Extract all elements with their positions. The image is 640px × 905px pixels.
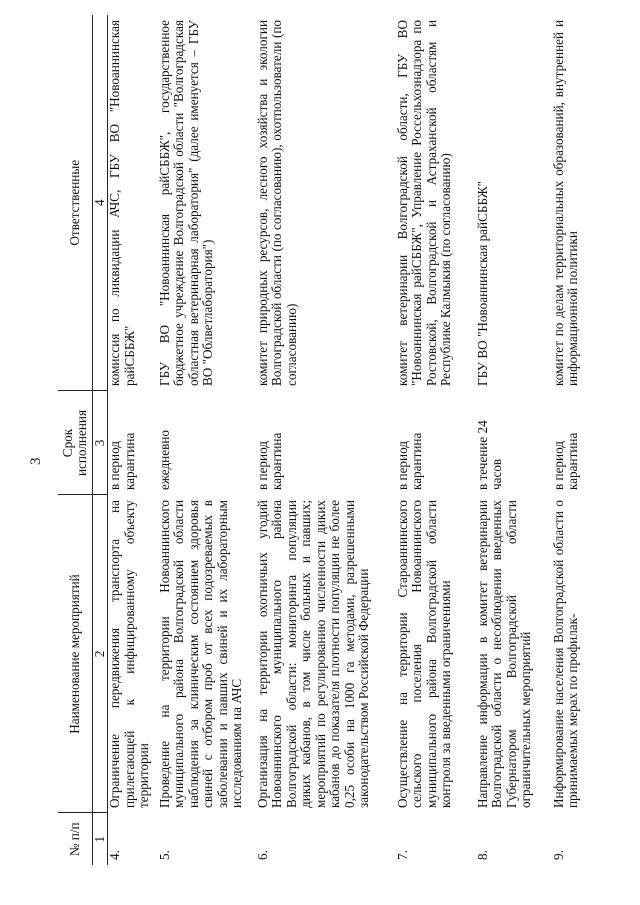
row-event: Направление информации в комитет ветеринарии Волгоградской области о несоблюдении введенных Губернатором Волгоградской области ограничительных мероприятий <box>474 500 533 808</box>
row-deadline: в период карантина <box>254 432 284 490</box>
header-index-2: 2 <box>93 495 108 813</box>
header-index-4: 4 <box>93 15 108 391</box>
header-responsible: Ответственные <box>58 15 93 391</box>
row-deadline: в период карантина <box>550 432 580 490</box>
header-index-row <box>93 15 108 865</box>
row-deadline: в период карантина <box>107 432 137 490</box>
header-deadline: Срок исполнения <box>58 391 93 495</box>
row-deadline: в течение 24 часов <box>474 420 504 490</box>
row-responsible: комитет ветеринарии Волгоградской области, ГБУ ВО "Новоаннинская райСББЖ", Управление Россельхознадзора по Ростовской, Волгоградской и Астраханской областям и Республике Калмыкия (по согласованию) <box>394 20 453 386</box>
row-responsible: комитет по делам территориальных образований, внутренней и информационной политики <box>550 20 580 386</box>
table-row <box>256 15 396 865</box>
row-responsible: ГБУ ВО "Новоаннинская райСББЖ" <box>474 181 490 386</box>
row-event: Организация на территории охотничьих угодий Новоаннинского муниципального района Волгоградской области: мониторинга популяции диких кабанов, в том числе больных и павших; мероприятий по регулированию численности диких кабанов до показателя плотности популяции не более 0,25 особи на 1000 га методами, разрешенными законодательством Российской Федерации <box>254 500 371 808</box>
row-number: 8. <box>474 850 490 860</box>
row-number: 9. <box>550 850 566 860</box>
row-responsible: ГБУ ВО "Новоаннинская райСББЖ", государственное бюджетное учреждение Волгоградской области "Волгоградская областная ветеринарная лаборатория" (далее именуется – ГБУ ВО "Облветлаборатория") <box>156 20 215 386</box>
table-row <box>552 15 592 865</box>
header-num: № п/п <box>58 813 93 865</box>
row-event: Осуществление на территории Староаннинского сельского поселения Новоаннинского муниципального района Волгоградской области контроля за введенными ограничениями <box>394 500 453 808</box>
header-row <box>58 15 93 865</box>
page-number: 3 <box>28 457 44 465</box>
row-number: 7. <box>394 850 410 860</box>
table-row <box>108 15 158 865</box>
row-number: 6. <box>254 850 270 860</box>
measures-table <box>58 15 592 865</box>
header-index-3: 3 <box>93 391 108 495</box>
table-row <box>396 15 476 865</box>
row-event: Ограничение передвижения транспорта на прилегающей к инфицированному объекту территории <box>107 500 151 808</box>
row-number: 4. <box>107 850 122 860</box>
table-row <box>476 15 552 865</box>
row-responsible: комитет природных ресурсов, лесного хозяйства и экологии Волгоградской области (по согласованию), охотпользователи (по согласованию) <box>254 20 299 386</box>
row-deadline: в период карантина <box>394 432 424 490</box>
row-event: Информирование населения Волгоградской области о принимаемых мерах по профилак- <box>550 500 580 808</box>
row-number: 5. <box>156 850 172 860</box>
header-index-1: 1 <box>93 813 108 865</box>
table-row <box>158 15 256 865</box>
row-responsible: комиссия по ликвидации АЧС, ГБУ ВО "Новоаннинская райСББЖ" <box>107 20 137 386</box>
row-deadline: ежедневно <box>156 430 172 490</box>
row-event: Проведение на территории Новоаннинского муниципального района Волгоградской области наблюдения за клиническим состоянием здоровья свиней с отбором проб от всех подозреваемых в заболевании и павших свиней и их лабораторным исследованиям на АЧС <box>156 500 244 808</box>
header-event: Наименование мероприятий <box>58 495 93 813</box>
